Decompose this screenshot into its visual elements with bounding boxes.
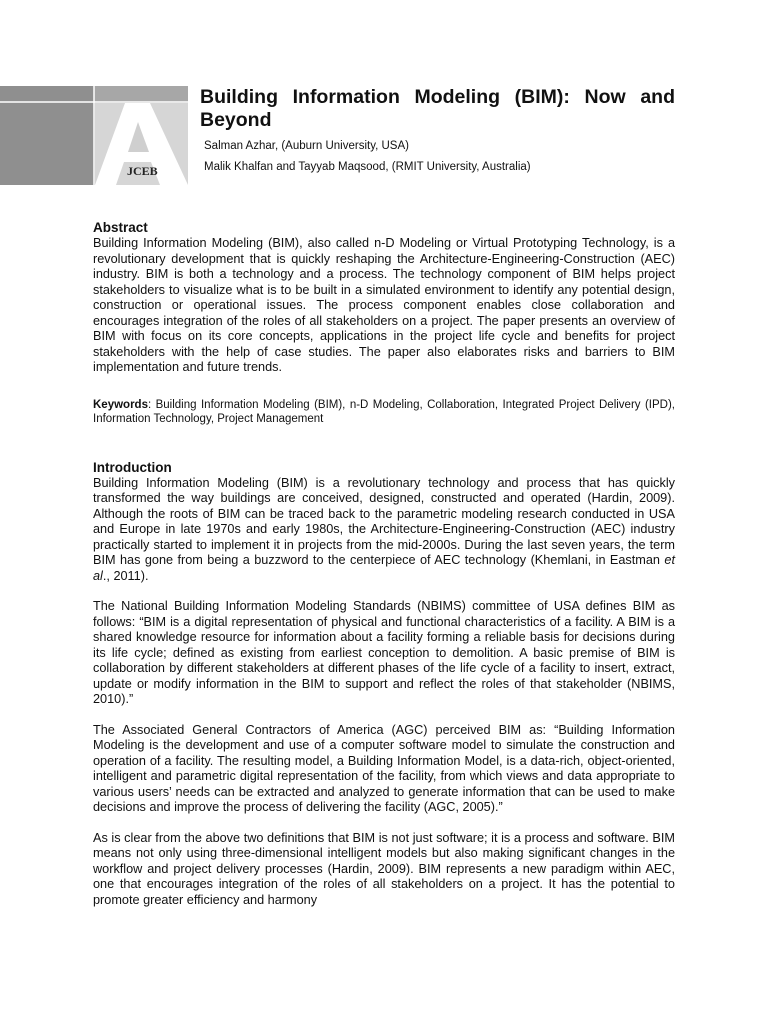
logo-text: JCEB	[127, 164, 158, 178]
intro-paragraph-3: The Associated General Contractors of America (AGC) perceived BIM as: “Building Information Modeling is the development and use of a computer software model to simulate the construction and operation of a facility. The resulting model, a Building Information Model, is a data-rich, object-oriented, intelligent and parametric digital representation of the facility, from which views and data appropriate to various users’ needs can be extracted and analyzed to generate information that can be used to make decisions and improve the process of delivering the facility (AGC, 2005).”	[93, 722, 675, 814]
abstract-text: Building Information Modeling (BIM), also called n-D Modeling or Virtual Prototyping Technology, is a revolutionary development that is quickly reshaping the Architecture-Engineering-Construction (AEC) industry. BIM is both a technology and a process. The technology component of BIM helps project stakeholders to visualize what is to be built in a simulated environment to identify any potential design, construction or operational issues. The process component enables close collaboration and encourages integration of the roles of all stakeholders on a project. The paper presents an overview of BIM with focus on its core concepts, applications in the project life cycle and benefits for project stakeholders with the help of case studies. The paper also elaborates risks and barriers to BIM implementation and future trends.	[93, 236, 675, 374]
keywords-label: Keywords	[93, 398, 148, 411]
keywords-text: : Building Information Modeling (BIM), n-D Modeling, Collaboration, Integrated Project Delivery (IPD), Information Technology, Project Management	[93, 398, 675, 425]
abstract-heading: Abstract	[93, 220, 148, 235]
intro-paragraph-2: The National Building Information Modeling Standards (NBIMS) committee of USA defines BIM as follows: “BIM is a digital representation of physical and functional characteristics of a facility. A BIM is a shared knowledge resource for information about a facility forming a reliable basis for decisions during its life cycle; defined as existing from earliest conception to demolition. A basic premise of BIM is collaboration by different stakeholders at different phases of the life cycle of a facility to insert, extract, update or modify information in the BIM to support and reflect the roles of that stakeholder (NBIMS, 2010).”	[93, 599, 675, 706]
intro-paragraph-4: As is clear from the above two definitions that BIM is not just software; it is a process and software. BIM means not only using three-dimensional intelligent models but also making significant changes in the workflow and project delivery processes (Hardin, 2009). BIM represents a new paradigm within AEC, one that encourages integration of the roles of all stakeholders on a project. It has the potential to promote greater efficiency and harmony	[93, 830, 675, 907]
keywords	[93, 398, 675, 427]
author-line-1: Salman Azhar, (Auburn University, USA)	[204, 140, 409, 152]
paper-title: Building Information Modeling (BIM): Now and Beyond	[200, 86, 675, 131]
paper-body	[93, 219, 675, 908]
introduction-heading: Introduction	[93, 459, 172, 475]
author-line-2: Malik Khalfan and Tayyab Maqsood, (RMIT University, Australia)	[204, 161, 531, 173]
intro-paragraph-1: Building Information Modeling (BIM) is a revolutionary technology and process that has quickly transformed the way buildings are conceived, designed, constructed and operated (Hardin, 2009). Although the roots of BIM can be traced back to the parametric modeling research conducted in USA and Europe in late 1970s and early 1980s, the Architecture-Engineering-Construction (AEC) industry practically started to implement it in projects from the mid-2000s. During the last seven years, the term BIM has gone from being a buzzword to the centerpiece of AEC technology (Khemlani, in Eastman et al., 2011).	[93, 475, 675, 583]
intro-italic-et-al: et al	[93, 553, 675, 583]
journal-logo	[0, 86, 188, 185]
